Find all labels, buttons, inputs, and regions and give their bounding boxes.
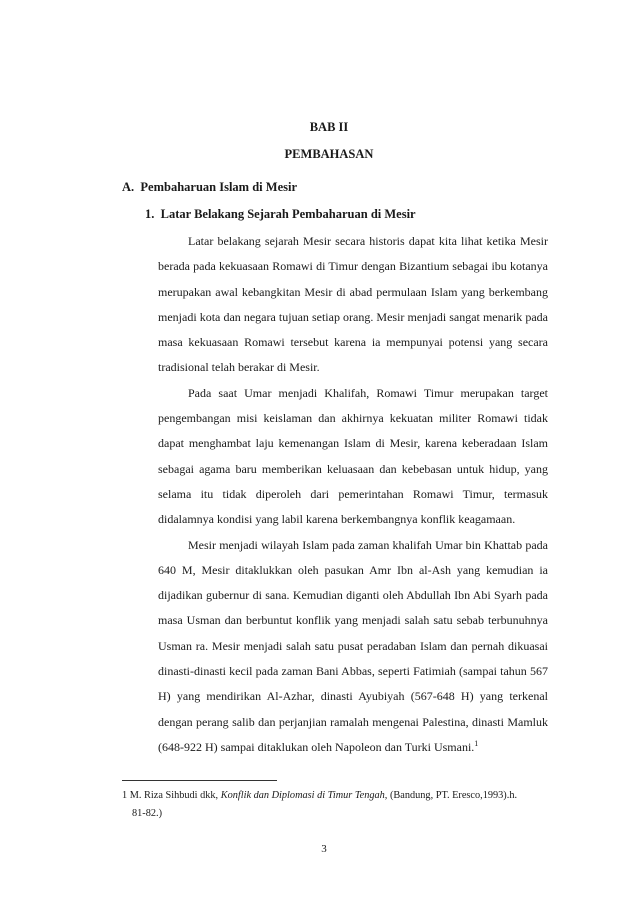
chapter-title: PEMBAHASAN bbox=[284, 147, 374, 161]
subsection-heading bbox=[145, 207, 416, 222]
footnote-title: Konflik dan Diplomasi di Timur Tengah, bbox=[220, 790, 388, 801]
footnote-number: 1 bbox=[122, 790, 128, 801]
footnote-author: M. Riza Sihbudi dkk, bbox=[129, 790, 219, 801]
section-heading bbox=[122, 180, 297, 195]
footnote-marker: 1 bbox=[474, 738, 479, 748]
footnote-divider bbox=[122, 780, 277, 781]
paragraph-text: Mesir menjadi wilayah Islam pada zaman khalifah Umar bin Khattab pada 640 M, Mesir ditaklukkan oleh pasukan Amr Ibn al-Ash yang kemudian ia dijadikan gubernur di sana. Kemudian diganti oleh Abdullah Ibn Abi Syarh pada masa Usman dan berbuntut konflik yang menjadi salah satu sebab terbunuhnya Usman ra. Mesir menjadi salah satu pusat peradaban Islam dan pernah dikuasai dinasti-dinasti kecil pada zaman Bani Abbas, seperti Fatimiah (sampai tahun 567 H) yang mendirikan Al-Azhar, dinasti Ayubiyah (567-648 H) yang terkenal dengan perang salib dan perjanjian ramalah mengenai Palestina, dinasti Mamluk (648-922 H) sampai ditaklukan oleh Napoleon dan Turki Usmani. bbox=[158, 537, 548, 754]
body-text bbox=[158, 229, 548, 760]
footnote-pages: 81-82.) bbox=[132, 808, 163, 819]
footnote-publisher: (Bandung, PT. Eresco,1993).h. bbox=[389, 790, 518, 801]
paragraph bbox=[158, 533, 548, 761]
subsection-title: Latar Belakang Sejarah Pembaharuan di Mesir bbox=[160, 207, 416, 221]
subsection-label: 1. bbox=[145, 207, 155, 221]
chapter-number: BAB II bbox=[309, 120, 349, 134]
section-label: A. bbox=[122, 180, 135, 194]
paragraph: Latar belakang sejarah Mesir secara historis dapat kita lihat ketika Mesir berada pada kekuasaan Romawi di Timur dengan Bizantium sebagai ibu kotanya merupakan awal kebangkitan Mesir di abad permulaan Islam yang berkembang menjadi kota dan negara tujuan setiap orang. Mesir menjadi sangat menarik pada masa kekuasaan Romawi tersebut karena ia mempunyai potensi yang secara tradisional telah berakar di Mesir. bbox=[158, 234, 548, 375]
section-title: Pembaharuan Islam di Mesir bbox=[140, 180, 298, 194]
page-number: 3 bbox=[321, 843, 327, 855]
paragraph: Pada saat Umar menjadi Khalifah, Romawi Timur merupakan target pengembangan misi keislaman dan akhirnya kekuatan militer Romawi tidak dapat menghambat laju kemenangan Islam di Mesir, karena keberadaan Islam sebagai agama baru memberikan keluasaan dan kebebasan untuk hidup, yang selama itu tidak diperoleh dari pemerintahan Romawi Timur, termasuk didalamnya kondisi yang labil karena berkembangnya konflik keagamaan. bbox=[158, 385, 548, 527]
footnote bbox=[122, 787, 548, 823]
